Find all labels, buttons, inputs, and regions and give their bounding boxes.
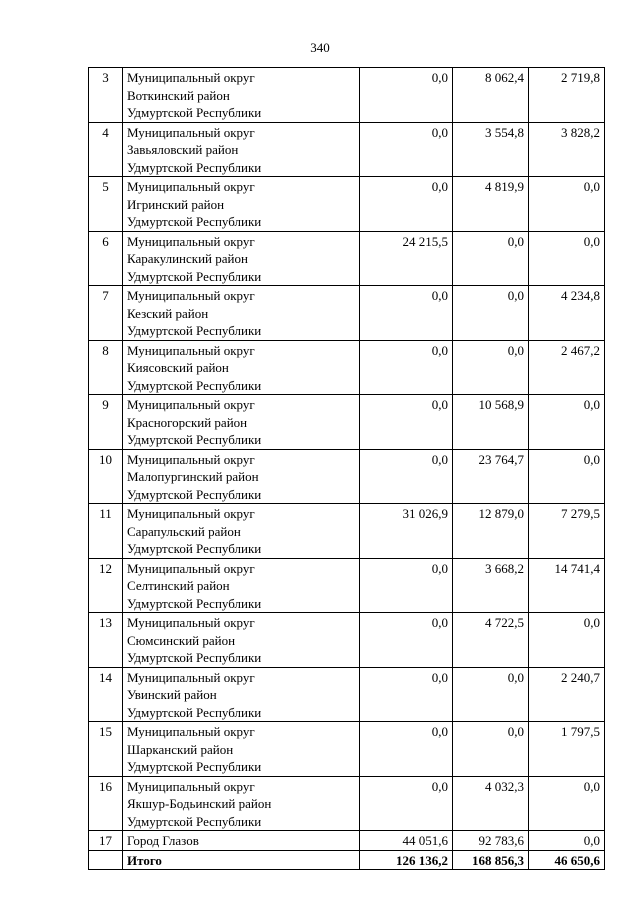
value-v2: 4 722,5 (453, 613, 529, 668)
row-number: 3 (89, 68, 123, 123)
municipality-name (123, 122, 360, 177)
budget-table (88, 67, 605, 870)
value-v1: 0,0 (360, 177, 453, 232)
value-v3: 0,0 (529, 831, 605, 851)
row-number: 16 (89, 776, 123, 831)
table-row (89, 722, 605, 777)
name-line: Удмуртской Республики (127, 268, 262, 284)
row-number: 6 (89, 231, 123, 286)
total-label: Итого (123, 850, 360, 870)
name-line: Муниципальный округ (127, 342, 255, 358)
value-v1: 0,0 (360, 395, 453, 450)
total-number-empty (89, 850, 123, 870)
name-line: Муниципальный округ (127, 179, 255, 194)
value-v2: 92 783,6 (453, 831, 529, 851)
row-number: 7 (89, 286, 123, 341)
municipality-name (123, 231, 360, 286)
value-v1: 0,0 (360, 340, 453, 395)
name-line: Каракулинский район (127, 251, 248, 266)
row-number: 13 (89, 613, 123, 668)
value-v1: 44 051,6 (360, 831, 453, 851)
table-row (89, 286, 605, 341)
value-v2: 0,0 (453, 340, 529, 395)
value-v3: 0,0 (529, 776, 605, 831)
municipality-name (123, 831, 360, 851)
table-row (89, 613, 605, 668)
value-v3: 14 741,4 (529, 558, 605, 613)
value-v3: 0,0 (529, 613, 605, 668)
municipality-name (123, 286, 360, 341)
name-line: Сюмсинский район (127, 632, 236, 648)
value-v1: 0,0 (360, 558, 453, 613)
name-line: Муниципальный округ (127, 560, 255, 576)
name-line: Удмуртской Республики (127, 486, 262, 502)
name-line: Якшур-Бодьинский район (127, 796, 272, 811)
name-line: Удмуртской Республики (127, 214, 262, 229)
municipality-name (123, 613, 360, 668)
table-row (89, 504, 605, 559)
value-v3: 1 797,5 (529, 722, 605, 777)
value-v1: 0,0 (360, 122, 453, 177)
row-number: 17 (89, 831, 123, 851)
name-line: Муниципальный округ (127, 233, 255, 249)
name-line: Муниципальный округ (127, 615, 255, 630)
row-number: 14 (89, 667, 123, 722)
value-v1: 0,0 (360, 449, 453, 504)
row-number: 8 (89, 340, 123, 395)
value-v2: 8 062,4 (453, 68, 529, 123)
table-row (89, 122, 605, 177)
value-v1: 0,0 (360, 776, 453, 831)
value-v2: 0,0 (453, 286, 529, 341)
name-line: Удмуртской Республики (127, 541, 262, 556)
table-row (89, 395, 605, 450)
row-number: 15 (89, 722, 123, 777)
value-v3: 0,0 (529, 449, 605, 504)
value-v3: 2 467,2 (529, 340, 605, 395)
value-v1: 0,0 (360, 722, 453, 777)
municipality-name (123, 776, 360, 831)
name-line: Сарапульский район (127, 523, 241, 539)
name-line: Город Глазов (127, 833, 199, 848)
value-v3: 0,0 (529, 177, 605, 232)
name-line: Удмуртской Республики (127, 323, 262, 338)
municipality-name (123, 177, 360, 232)
row-number: 4 (89, 122, 123, 177)
total-value-v1: 126 136,2 (360, 850, 453, 870)
value-v1: 0,0 (360, 68, 453, 123)
row-number: 5 (89, 177, 123, 232)
municipality-name (123, 395, 360, 450)
total-value-v2: 168 856,3 (453, 850, 529, 870)
name-line: Шарканский район (127, 741, 234, 757)
total-value-v3: 46 650,6 (529, 850, 605, 870)
name-line: Муниципальный округ (127, 124, 255, 140)
row-number: 9 (89, 395, 123, 450)
value-v1: 24 215,5 (360, 231, 453, 286)
value-v2: 23 764,7 (453, 449, 529, 504)
table-body (89, 68, 605, 870)
table-row (89, 558, 605, 613)
value-v1: 0,0 (360, 613, 453, 668)
name-line: Удмуртской Республики (127, 432, 262, 447)
name-line: Кезский район (127, 305, 209, 321)
value-v3: 2 240,7 (529, 667, 605, 722)
value-v1: 0,0 (360, 667, 453, 722)
value-v3: 7 279,5 (529, 504, 605, 559)
name-line: Удмуртской Республики (127, 105, 262, 120)
municipality-name (123, 667, 360, 722)
name-line: Удмуртской Республики (127, 595, 262, 611)
name-line: Удмуртской Республики (127, 650, 262, 665)
row-number: 10 (89, 449, 123, 504)
municipality-name (123, 504, 360, 559)
municipality-name (123, 558, 360, 613)
name-line: Игринский район (127, 196, 225, 212)
municipality-name (123, 340, 360, 395)
name-line: Завьяловский район (127, 142, 239, 157)
value-v2: 10 568,9 (453, 395, 529, 450)
table-row (89, 177, 605, 232)
table-row (89, 340, 605, 395)
value-v2: 12 879,0 (453, 504, 529, 559)
row-number: 11 (89, 504, 123, 559)
value-v1: 0,0 (360, 286, 453, 341)
name-line: Киясовский район (127, 360, 229, 375)
name-line: Муниципальный округ (127, 70, 255, 85)
name-line: Удмуртской Республики (127, 159, 262, 175)
table-row (89, 68, 605, 123)
name-line: Селтинский район (127, 578, 230, 593)
table-row (89, 449, 605, 504)
name-line: Муниципальный округ (127, 288, 255, 303)
value-v3: 2 719,8 (529, 68, 605, 123)
name-line: Муниципальный округ (127, 778, 255, 794)
name-line: Удмуртской Республики (127, 813, 262, 829)
municipality-name (123, 449, 360, 504)
table-row (89, 831, 605, 851)
value-v2: 3 554,8 (453, 122, 529, 177)
name-line: Муниципальный округ (127, 451, 255, 467)
page-number: 340 (310, 40, 330, 55)
value-v2: 4 032,3 (453, 776, 529, 831)
value-v2: 0,0 (453, 722, 529, 777)
name-line: Воткинский район (127, 87, 230, 103)
table-row (89, 231, 605, 286)
value-v3: 0,0 (529, 231, 605, 286)
name-line: Малопургинский район (127, 469, 259, 484)
row-number: 12 (89, 558, 123, 613)
value-v2: 0,0 (453, 667, 529, 722)
name-line: Удмуртской Республики (127, 704, 262, 720)
name-line: Красногорский район (127, 414, 248, 430)
value-v2: 3 668,2 (453, 558, 529, 613)
name-line: Удмуртской Республики (127, 377, 262, 393)
name-line: Муниципальный округ (127, 506, 255, 521)
value-v1: 31 026,9 (360, 504, 453, 559)
total-row (89, 850, 605, 870)
value-v3: 4 234,8 (529, 286, 605, 341)
value-v2: 0,0 (453, 231, 529, 286)
value-v3: 3 828,2 (529, 122, 605, 177)
value-v3: 0,0 (529, 395, 605, 450)
name-line: Муниципальный округ (127, 397, 255, 412)
name-line: Муниципальный округ (127, 669, 255, 685)
name-line: Удмуртской Республики (127, 759, 262, 774)
name-line: Муниципальный округ (127, 724, 255, 739)
municipality-name (123, 722, 360, 777)
name-line: Увинский район (127, 687, 217, 702)
municipality-name (123, 68, 360, 123)
value-v2: 4 819,9 (453, 177, 529, 232)
table-row (89, 776, 605, 831)
table-row (89, 667, 605, 722)
